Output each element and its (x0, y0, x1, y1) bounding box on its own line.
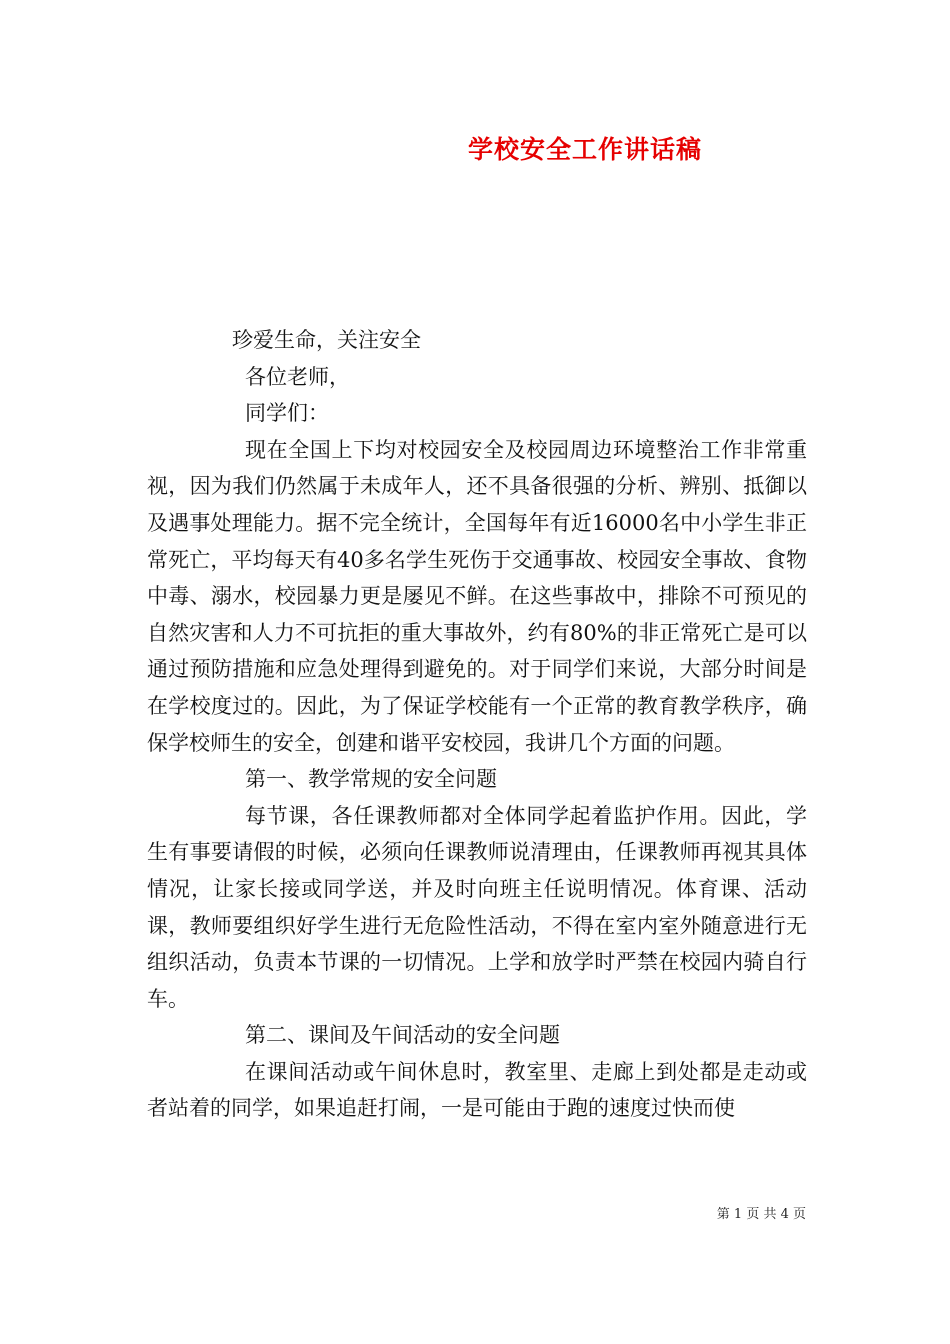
greeting-students: 同学们： (245, 401, 329, 426)
section-heading-1: 第一、教学常规的安全问题 (245, 767, 497, 792)
paragraph-intro: 现在全国上下均对校园安全及校园周边环境整治工作非常重视，因为我们仍然属于未成年人，还不具备很强的分析、辨别、抵御以及遇事处理能力。据不完全统计，全国每年有近16000名中小学生非正常死亡，平均每天有40多名学生死伤于交通事故、校园安全事故、食物中毒、溺水，校园暴力更是屡见不鲜。在这些事故中，排除不可预见的自然灾害和人力不可抗拒的重大事故外，约有80%的非正常死亡是可以通过预防措施和应急处理得到避免的。对于同学们来说，大部分时间是在学校度过的。因此，为了保证学校能有一个正常的教育教学秩序，确保学校师生的安全，创建和谐平安校园，我讲几个方面的问题。 (147, 437, 807, 755)
document-body (147, 322, 807, 1127)
paragraph-section-2: 在课间活动或午间休息时，教室里、走廊上到处都是走动或者站着的同学，如果追赶打闹，一是可能由于跑的速度过快而使 (147, 1059, 807, 1121)
page-number: 第 1 页 共 4 页 (716, 1207, 806, 1222)
document-title: 学校安全工作讲话稿 (467, 135, 702, 164)
section-heading-2: 第二、课间及午间活动的安全问题 (245, 1023, 560, 1048)
slogan: 珍爱生命，关注安全 (232, 328, 421, 352)
greeting-teachers: 各位老师， (245, 364, 350, 389)
paragraph-section-1: 每节课，各任课教师都对全体同学起着监护作用。因此，学生有事要请假的时候，必须向任课教师说清理由，任课教师再视其具体情况，让家长接或同学送，并及时向班主任说明情况。体育课、活动课，教师要组织好学生进行无危险性活动，不得在室内室外随意进行无组织活动，负责本节课的一切情况。上学和放学时严禁在校园内骑自行车。 (147, 803, 807, 1011)
